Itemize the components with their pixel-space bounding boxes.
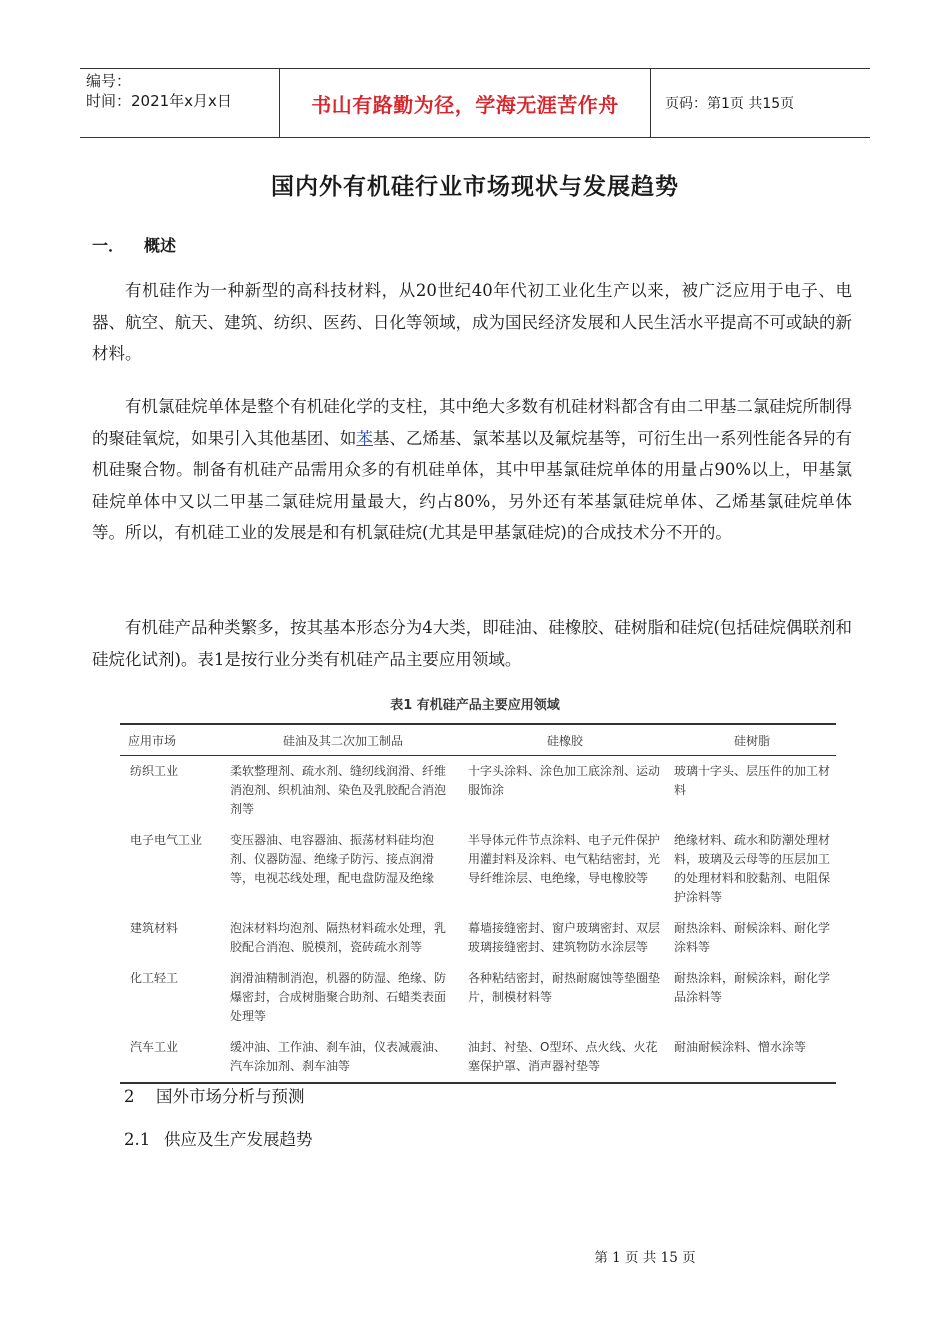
paragraph-text <box>92 391 852 549</box>
application-table <box>120 723 836 1084</box>
paragraph-text-part: 有机氯硅烷单体是整个有机硅化学的支柱，其中绝大多数有机硅材料都含有由二甲基二氯硅烷所制得的聚硅氧烷，如果引入其他基团、如 <box>92 397 852 448</box>
table-caption: 表1 有机硅产品主要应用领域 <box>390 698 560 713</box>
table-cell: 泡沫材料均泡剂、隔热材料疏水处理，乳胶配合消泡、脱模剂，瓷砖疏水剂等 <box>230 921 447 954</box>
table-row <box>120 913 836 963</box>
paragraph-text-part: 基、乙烯基、氯苯基以及氟烷基等，可衍生出一系列性能各异的有机硅聚合物。制备有机硅产品需用众多的有机硅单体，其中甲基氯硅烷单体的用量占90%以上，甲基氯硅烷单体中又以二甲基二氯硅烷用量最大，约占80%，另外还有苯基氯硅烷单体、乙烯基氯硅烷单体等。所以，有机硅工业的发展是和有机氯硅烷(尤其是甲基氯硅烷)的合成技术分不开的。 <box>92 428 853 542</box>
table-cell: 纺织工业 <box>130 764 179 778</box>
table-cell: 建筑材料 <box>130 921 179 935</box>
paragraph-3 <box>92 612 852 675</box>
table-cell: 玻璃十字头、层压件的加工材料 <box>674 764 831 797</box>
benzene-link[interactable]: 苯 <box>356 428 373 448</box>
page-footer: 第 1 页 共 15 页 <box>594 1250 696 1266</box>
table <box>120 723 836 1084</box>
section-number: 2.1 <box>124 1130 151 1149</box>
header-info <box>80 69 280 137</box>
header-page-info: 页码：第1页 共15页 <box>665 96 795 112</box>
paragraph-text: 有机硅产品种类繁多，按其基本形态分为4大类，即硅油、硅橡胶、硅树脂和硅烷(包括硅烷偶联剂和硅烷化试剂)。表1是按行业分类有机硅产品主要应用领域。 <box>92 618 852 669</box>
table-cell: 耐热涂料，耐候涂料，耐化学品涂料等 <box>674 971 831 1004</box>
table-header-cell: 硅树脂 <box>733 733 770 748</box>
table-row <box>120 1032 836 1083</box>
table-cell: 绝缘材料、疏水和防潮处理材料，玻璃及云母等的压层加工的处理材料和胶黏剂、电阻保护涂料等 <box>674 833 831 904</box>
table-cell: 化工轻工 <box>130 971 179 985</box>
section-heading-overview <box>92 233 176 256</box>
paragraph-1 <box>92 275 852 370</box>
table-header-cell: 应用市场 <box>128 733 177 748</box>
table-cell: 油封、衬垫、O型环、点火线、火花塞保护罩、消声器衬垫等 <box>468 1040 658 1073</box>
section-heading-overseas-market <box>124 1083 305 1107</box>
page-header <box>80 68 870 138</box>
table-cell: 半导体元件节点涂料、电子元件保护用灌封料及涂料、电气粘结密封，光导纤维涂层、电绝缘，导电橡胶等 <box>468 833 661 885</box>
section-heading-supply-trend <box>124 1126 313 1150</box>
table-header-cell: 硅橡胶 <box>546 733 583 748</box>
section-title: 供应及生产发展趋势 <box>164 1130 313 1149</box>
section-title: 国外市场分析与预测 <box>156 1087 305 1106</box>
table-cell: 变压器油、电容器油、振荡材料硅均泡剂、仪器防湿、绝缘子防污、接点润滑等，电视芯线处理，配电盘防湿及绝缘 <box>230 833 435 885</box>
table-header-cell: 硅油及其二次加工制品 <box>282 733 403 748</box>
table-cell: 润滑油精制消泡，机器的防湿、绝缘、防爆密封，合成树脂聚合助剂、石蜡类表面处理等 <box>230 971 447 1023</box>
table-cell: 耐油耐候涂料、憎水涂等 <box>674 1040 807 1054</box>
header-motto: 书山有路勤为径，学海无涯苦作舟 <box>280 69 651 137</box>
header-number: 编号： <box>86 72 132 90</box>
table-cell: 耐热涂料、耐候涂料、耐化学涂料等 <box>674 921 831 954</box>
table-row <box>120 756 836 826</box>
table-cell: 缓冲油、工作油、刹车油，仪表减震油、汽车涂加剂、刹车油等 <box>230 1040 447 1073</box>
document-title: 国内外有机硅行业市场现状与发展趋势 <box>271 174 679 200</box>
table-cell: 各种粘结密封，耐热耐腐蚀等垫圈垫片，制模材料等 <box>468 971 661 1004</box>
table-cell: 十字头涂料、涂色加工底涂剂、运动服饰涂 <box>468 764 661 797</box>
table-row <box>120 963 836 1032</box>
section-number: 2 <box>124 1087 135 1106</box>
paragraph-text: 有机硅作为一种新型的高科技材料，从20世纪40年代初工业化生产以来，被广泛应用于电子、电器、航空、航天、建筑、纺织、医药、日化等领域，成为国民经济发展和人民生活水平提高不可或缺的新材料。 <box>92 281 852 363</box>
table-row <box>120 825 836 913</box>
table-cell: 汽车工业 <box>130 1040 179 1054</box>
section-title: 概述 <box>144 236 177 255</box>
table-cell: 柔软整理剂、疏水剂、缝纫线润滑、纤维消泡剂、织机油剂、染色及乳胶配合消泡剂等 <box>230 764 447 816</box>
table-header-row <box>120 724 836 756</box>
header-date: 时间：2021年x月x日 <box>86 92 232 110</box>
section-number: 一． <box>92 236 125 255</box>
table-cell: 电子电气工业 <box>130 833 203 847</box>
paragraph-2 <box>92 391 852 549</box>
table-cell: 幕墙接缝密封、窗户玻璃密封、双层玻璃接缝密封、建筑物防水涂层等 <box>468 921 661 954</box>
